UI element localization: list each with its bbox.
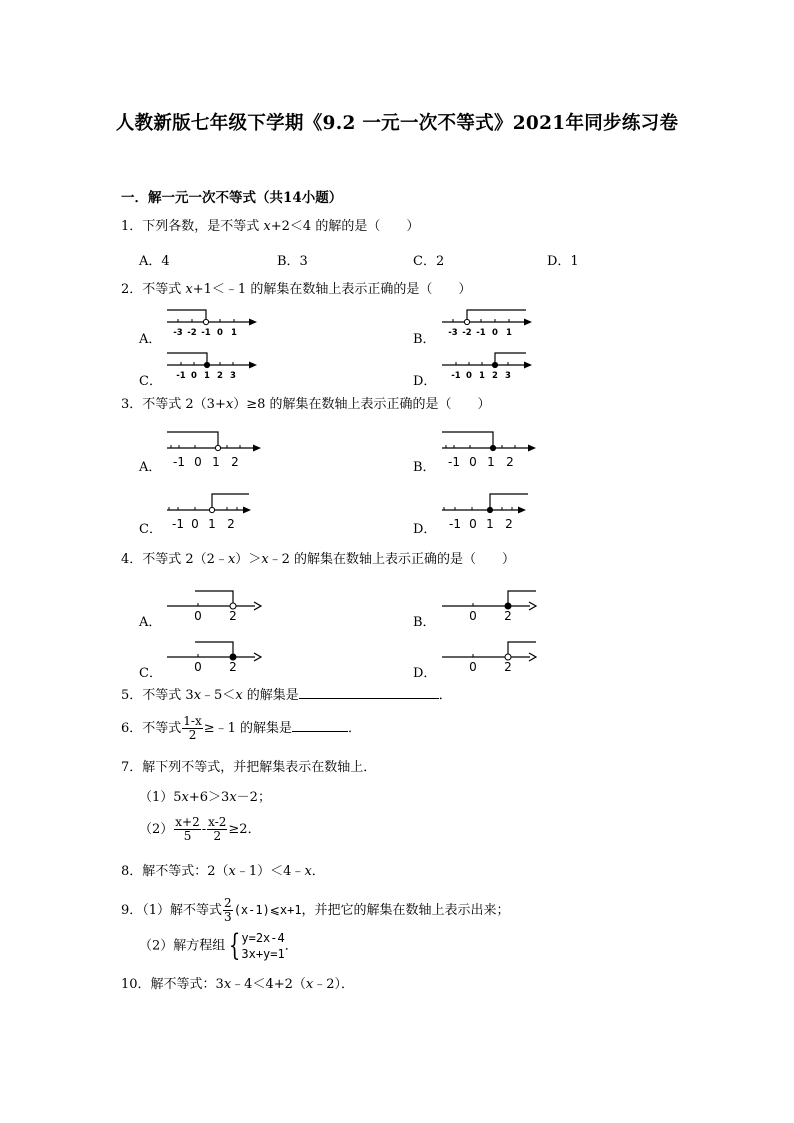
q6-text-end: ．: [348, 721, 362, 736]
tick-label: 0: [194, 609, 202, 623]
q6-fraction-num: 1-x: [183, 714, 202, 728]
solution-ray: [167, 353, 207, 365]
q2-option-c[interactable]: C．: [139, 374, 162, 389]
q4-numberline-a: [165, 587, 270, 623]
q1-text-b: +2＜4 的解的是（ ）: [270, 219, 420, 234]
page-title: 人教新版七年级下学期《9.2 一元一次不等式》2021年同步练习卷: [115, 113, 679, 134]
q8-var: x: [228, 864, 236, 879]
question-5: [121, 686, 452, 705]
arrow-icon: [524, 362, 532, 369]
tick-label: -1: [448, 455, 460, 469]
q4-numberline-b: [440, 587, 545, 623]
tick-label: 0: [492, 328, 498, 338]
tick-label: -1: [451, 371, 461, 381]
solution-ray: [167, 432, 218, 448]
tick-label: 3: [505, 371, 511, 381]
q10-var-2: x: [305, 977, 314, 992]
arrow-icon: [529, 653, 536, 661]
open-point: [464, 319, 469, 324]
tick-label: -2: [462, 328, 472, 338]
q6-answer-blank[interactable]: [292, 719, 348, 732]
tick-label: 0: [466, 371, 472, 381]
tick-label: 3: [230, 371, 236, 381]
arrow-icon: [524, 319, 532, 326]
q2-option-a[interactable]: A．: [139, 332, 162, 347]
section-heading: 一．解一元一次不等式（共14小题）: [121, 190, 343, 206]
q6-text-a: 6．不等式: [121, 721, 182, 736]
tick-label: 2: [227, 517, 235, 531]
tick-label: 1: [506, 328, 512, 338]
q7-p1-text-a: （1）5: [139, 790, 182, 805]
q7-p1-var-2: x: [229, 790, 237, 805]
tick-label: -1: [201, 328, 211, 338]
arrow-icon: [254, 653, 261, 661]
q2-text-a: 2．不等式: [121, 282, 186, 297]
q5-text-b: ﹣5＜: [201, 688, 236, 703]
q7-p2-minus: -: [201, 822, 207, 837]
q4-text-c: ﹣2 的解集在数轴上表示正确的是（ ）: [268, 552, 516, 567]
q3-numberline-a: [165, 428, 265, 470]
solution-ray: [490, 494, 528, 510]
q3-numberline-c: [165, 490, 265, 532]
q3-var: x: [225, 397, 234, 412]
tick-label: 1: [212, 455, 220, 469]
arrow-icon: [249, 362, 257, 369]
question-8: [121, 863, 325, 881]
q4-text-b: ）＞: [235, 552, 262, 567]
q9-fraction-num: 2: [224, 896, 232, 910]
q4-numberline-c: [165, 638, 270, 674]
tick-label: 2: [231, 455, 239, 469]
tick-label: -3: [173, 328, 183, 338]
tick-label: 0: [469, 609, 477, 623]
question-4: [121, 551, 515, 569]
q2-numberline-b: [440, 306, 540, 340]
tick-label: -1: [173, 455, 185, 469]
q5-var: x: [193, 688, 202, 703]
q7-part-2: [139, 816, 261, 843]
tick-label: -3: [448, 328, 458, 338]
arrow-icon: [528, 445, 536, 452]
q9-p1-text-a: 9．（1）解不等式: [121, 903, 223, 918]
q4-option-d[interactable]: D．: [413, 666, 437, 681]
tick-label: 2: [504, 609, 512, 623]
solution-ray: [442, 432, 493, 448]
q7-fraction-2: [207, 816, 227, 843]
q1-text-a: 1．下列各数，是不等式: [121, 219, 264, 234]
q10-var: x: [223, 977, 232, 992]
question-9-part-1: [121, 897, 510, 924]
tick-label: -2: [187, 328, 197, 338]
q7-part-1: [139, 789, 271, 807]
q3-option-b[interactable]: B．: [413, 460, 436, 475]
arrow-icon: [254, 602, 261, 610]
closed-point: [487, 507, 492, 512]
question-10: [121, 976, 354, 994]
q9-p2-text-b: ．: [284, 938, 298, 954]
solution-ray: [195, 642, 233, 657]
q4-var-2: x: [261, 552, 269, 567]
q10-text-b: ﹣4＜4+2（: [231, 977, 306, 992]
q4-option-c[interactable]: C．: [139, 666, 162, 681]
tick-label: 0: [194, 455, 202, 469]
q7-fraction-1-den: 5: [183, 829, 192, 843]
q1-var: x: [263, 219, 271, 234]
question-1: [121, 218, 419, 236]
q7-p2-text-b: ≥2．: [228, 822, 261, 837]
solution-ray: [495, 353, 526, 365]
closed-point: [204, 362, 209, 367]
closed-point: [490, 445, 495, 450]
q5-text-c: 的解集是: [242, 688, 299, 703]
q9-fraction-den: 3: [224, 910, 232, 924]
q2-option-d[interactable]: D．: [413, 374, 437, 389]
tick-label: 0: [217, 328, 223, 338]
tick-label: 0: [191, 517, 199, 531]
q9-equation-1: y=2x-4: [241, 931, 285, 945]
q7-p1-text-b: +6＞3: [188, 790, 230, 805]
q10-text-c: ﹣2）．: [313, 977, 355, 992]
q9-equation-2: 3x+y=1: [241, 947, 285, 961]
tick-label: -1: [476, 328, 486, 338]
arrow-icon: [518, 507, 526, 514]
q3-numberline-d: [440, 490, 540, 532]
q7-fraction-1: [174, 816, 200, 843]
q4-var: x: [227, 552, 236, 567]
tick-label: 1: [231, 328, 237, 338]
tick-label: 2: [217, 371, 223, 381]
q2-numberline-d: [440, 349, 540, 383]
tick-label: 2: [229, 609, 237, 623]
q5-text-a: 5．不等式 3: [121, 688, 194, 703]
q6-fraction: [182, 715, 202, 742]
q8-text-b: ﹣1）＜4﹣: [235, 864, 305, 879]
q9-p2-text-a: （2）解方程组: [139, 938, 226, 954]
q4-numberline-d: [440, 638, 545, 674]
tick-label: 1: [486, 517, 494, 531]
q2-var: x: [185, 282, 193, 297]
q1-option-a[interactable]: A．4: [139, 254, 170, 269]
question-3: [121, 396, 490, 414]
q4-option-b[interactable]: B．: [413, 615, 436, 630]
q1-option-d[interactable]: D．1: [547, 254, 579, 269]
solution-ray: [195, 591, 233, 606]
q2-text-b: +1＜﹣1 的解集在数轴上表示正确的是（ ）: [192, 282, 472, 297]
q8-text-a: 8．解不等式：2（: [121, 864, 229, 879]
q6-fraction-den: 2: [188, 728, 197, 742]
tick-label: 2: [506, 455, 514, 469]
q10-text-a: 10．解不等式：3: [121, 977, 224, 992]
q2-numberline-a: [165, 306, 265, 340]
q5-text-end: ．: [438, 688, 452, 703]
tick-label: 1: [479, 371, 485, 381]
q3-option-d[interactable]: D．: [413, 522, 437, 537]
tick-label: 1: [208, 517, 216, 531]
q1-option-c[interactable]: C．2: [413, 254, 445, 269]
tick-label: 1: [487, 455, 495, 469]
q3-numberline-b: [440, 428, 540, 470]
q6-text-b: ≥﹣1 的解集是: [203, 721, 293, 736]
q2-numberline-c: [165, 349, 265, 383]
q3-option-a[interactable]: A．: [139, 460, 162, 475]
q4-text-a: 4．不等式 2（2﹣: [121, 552, 228, 567]
q8-var-2: x: [304, 864, 312, 879]
q8-text-c: ．: [311, 864, 325, 879]
tick-label: -1: [176, 371, 186, 381]
q7-fraction-2-den: 2: [213, 829, 222, 843]
tick-label: 0: [469, 660, 477, 674]
q7-p1-var: x: [181, 790, 189, 805]
tick-label: 2: [505, 517, 513, 531]
q5-answer-blank[interactable]: [299, 686, 439, 699]
open-point: [203, 319, 208, 324]
solution-ray: [467, 310, 526, 322]
question-7: 7．解下列不等式，并把解集表示在数轴上．: [121, 760, 377, 775]
brace-icon: {: [229, 928, 241, 963]
tick-label: 2: [492, 371, 498, 381]
q1-option-b[interactable]: B．3: [277, 254, 308, 269]
q2-option-b[interactable]: B．: [413, 332, 436, 347]
tick-label: 0: [469, 517, 477, 531]
tick-label: 2: [504, 660, 512, 674]
q4-option-a[interactable]: A．: [139, 615, 162, 630]
q3-text-a: 3．不等式 2（3+: [121, 397, 226, 412]
q3-text-b: ）≥8 的解集在数轴上表示正确的是（ ）: [233, 397, 491, 412]
question-6: [121, 715, 361, 742]
tick-label: 0: [191, 371, 197, 381]
tick-label: 0: [194, 660, 202, 674]
q7-p2-text-a: （2）: [139, 822, 174, 837]
tick-label: 1: [204, 371, 210, 381]
q5-var-2: x: [235, 688, 243, 703]
q3-option-c[interactable]: C．: [139, 522, 162, 537]
tick-label: 2: [229, 660, 237, 674]
tick-label: -1: [172, 517, 184, 531]
q7-p1-text-c: －2；: [236, 790, 271, 805]
arrow-icon: [529, 602, 536, 610]
arrow-icon: [253, 445, 261, 452]
q9-p1-text-b: ，并把它的解集在数轴上表示出来；: [301, 903, 510, 918]
question-9-part-2: [139, 930, 298, 963]
open-point: [215, 445, 220, 450]
q9-p1-expr: (x-1)⩽x+1: [233, 903, 302, 917]
solution-ray: [167, 310, 206, 322]
question-2: [121, 281, 471, 299]
tick-label: -1: [449, 517, 461, 531]
closed-point: [492, 362, 497, 367]
open-point: [209, 507, 214, 512]
tick-label: 0: [469, 455, 477, 469]
arrow-icon: [243, 507, 251, 514]
q7-fraction-2-num: x-2: [208, 815, 227, 829]
q9-fraction: [223, 897, 233, 924]
q9-equation-system: [241, 930, 284, 962]
q7-fraction-1-num: x+2: [175, 815, 200, 829]
arrow-icon: [249, 319, 257, 326]
